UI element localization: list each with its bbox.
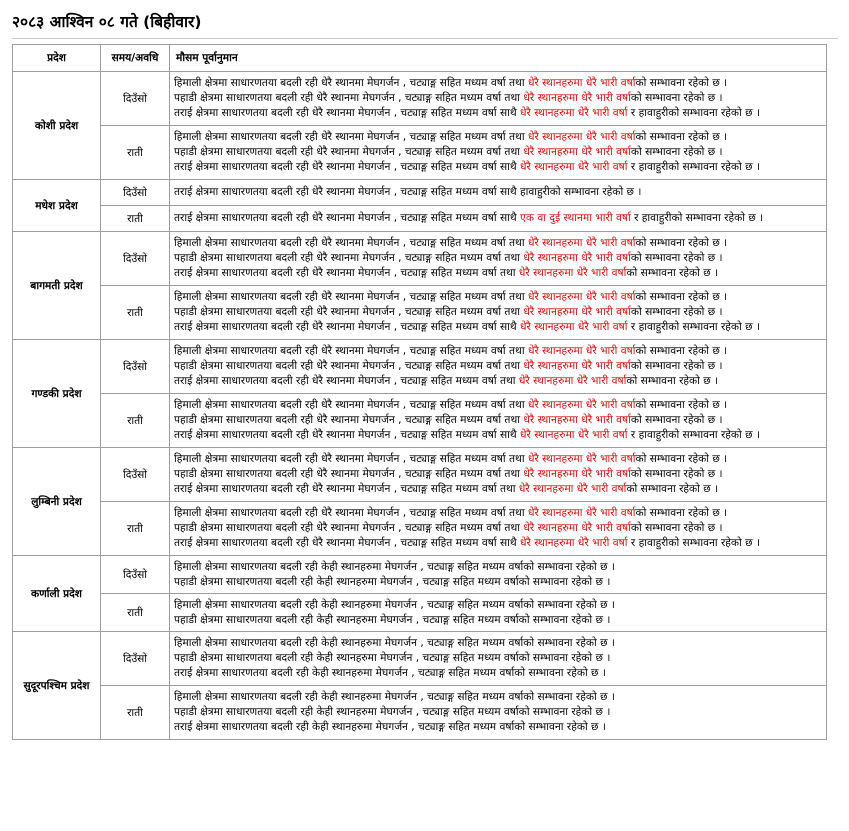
line-highlight: धेरै स्थानहरुमा धेरै भारी वर्षा: [518, 483, 627, 495]
forecast-line: [174, 145, 826, 160]
forecast-line: [174, 720, 826, 735]
time-cell: राती: [101, 126, 170, 180]
province-cell: कोशी प्रदेश: [13, 72, 101, 180]
time-cell: दिउँसो: [101, 448, 170, 502]
line-text: को सम्भावना रहेको छ ।: [630, 360, 723, 372]
line-text: को सम्भावना रहेको छ ।: [635, 131, 728, 143]
line-text: को सम्भावना रहेको छ ।: [626, 483, 719, 495]
forecast-line: [174, 76, 826, 91]
line-text: र हावाहुरीको सम्भावना रहेको छ ।: [627, 429, 760, 441]
province-cell: मधेश प्रदेश: [13, 180, 101, 232]
table-row: [13, 72, 827, 126]
table-row: [13, 340, 827, 394]
title-divider: [12, 38, 838, 39]
page-title: २०८३ आश्विन ०८ गते (बिहीवार): [12, 13, 202, 31]
column-header-time: समय/अवधि: [101, 45, 170, 72]
forecast-line: [174, 398, 826, 413]
time-cell: राती: [101, 686, 170, 740]
line-text: तराई क्षेत्रमा साधारणतया बदली रही धेरै स्थानमा मेघगर्जन , चट्याङ्ग सहित मध्यम वर्षा तथा: [174, 483, 519, 495]
line-text: हिमाली क्षेत्रमा साधारणतया बदली रही धेरै स्थानमा मेघगर्जन , चट्याङ्ग सहित मध्यम वर्षा तथा: [174, 399, 528, 411]
line-text: तराई क्षेत्रमा साधारणतया बदली रही धेरै स्थानमा मेघगर्जन , चट्याङ्ग सहित मध्यम वर्षा साथै: [174, 537, 520, 549]
forecast-line: [174, 236, 826, 251]
line-highlight: धेरै स्थानहरुमा धेरै भारी वर्षा: [523, 522, 631, 534]
forecast-line: [174, 452, 826, 467]
table-row: [13, 286, 827, 340]
line-text: पहाडी क्षेत्रमा साधारणतया बदली रही धेरै स्थानमा मेघगर्जन , चट्याङ्ग सहित मध्यम वर्षा तथा: [174, 360, 524, 372]
time-cell: दिउँसो: [101, 72, 170, 126]
forecast-line: [174, 598, 826, 613]
line-text: हिमाली क्षेत्रमा साधारणतया बदली रही धेरै स्थानमा मेघगर्जन , चट्याङ्ग सहित मध्यम वर्षा तथा: [174, 77, 528, 89]
line-text: को सम्भावना रहेको छ ।: [635, 237, 728, 249]
forecast-cell: [170, 394, 827, 448]
line-text: को सम्भावना रहेको छ ।: [626, 375, 719, 387]
line-text: र हावाहुरीको सम्भावना रहेको छ ।: [627, 107, 760, 119]
line-highlight: धेरै स्थानहरुमा धेरै भारी वर्षा: [523, 146, 631, 158]
table-row: [13, 686, 827, 740]
line-text: को सम्भावना रहेको छ ।: [630, 468, 723, 480]
line-highlight: धेरै स्थानहरुमा धेरै भारी वर्षा: [520, 107, 628, 119]
line-highlight: धेरै स्थानहरुमा धेरै भारी वर्षा: [523, 252, 631, 264]
line-text: हिमाली क्षेत्रमा साधारणतया बदली रही धेरै स्थानमा मेघगर्जन , चट्याङ्ग सहित मध्यम वर्षा तथा: [174, 507, 528, 519]
line-highlight: धेरै स्थानहरुमा धेरै भारी वर्षा: [523, 414, 631, 426]
forecast-cell: [170, 232, 827, 286]
province-cell: बागमती प्रदेश: [13, 232, 101, 340]
line-text: तराई क्षेत्रमा साधारणतया बदली रही धेरै स्थानमा मेघगर्जन , चट्याङ्ग सहित मध्यम वर्षा साथै: [174, 161, 520, 173]
line-highlight: एक वा दुई स्थानमा भारी वर्षा: [520, 212, 631, 224]
line-highlight: धेरै स्थानहरुमा धेरै भारी वर्षा: [518, 267, 627, 279]
forecast-cell: [170, 502, 827, 556]
forecast-line: [174, 636, 826, 651]
province-cell: लुम्बिनी प्रदेश: [13, 448, 101, 556]
line-text: तराई क्षेत्रमा साधारणतया बदली रही धेरै स्थानमा मेघगर्जन , चट्याङ्ग सहित मध्यम वर्षा तथा: [174, 375, 519, 387]
line-highlight: धेरै स्थानहरुमा धेरै भारी वर्षा: [527, 507, 636, 519]
line-text: पहाडी क्षेत्रमा साधारणतया बदली रही धेरै स्थानमा मेघगर्जन , चट्याङ्ग सहित मध्यम वर्षा तथा: [174, 468, 524, 480]
time-cell: दिउँसो: [101, 340, 170, 394]
forecast-line: [174, 359, 826, 374]
forecast-line: [174, 705, 826, 720]
line-highlight: धेरै स्थानहरुमा धेरै भारी वर्षा: [527, 345, 636, 357]
line-text: पहाडी क्षेत्रमा साधारणतया बदली रही धेरै स्थानमा मेघगर्जन , चट्याङ्ग सहित मध्यम वर्षा तथा: [174, 252, 524, 264]
time-cell: दिउँसो: [101, 556, 170, 594]
line-text: को सम्भावना रहेको छ ।: [630, 414, 723, 426]
table-row: [13, 556, 827, 594]
province-cell: कर्णाली प्रदेश: [13, 556, 101, 632]
line-text: को सम्भावना रहेको छ ।: [630, 92, 723, 104]
forecast-cell: [170, 72, 827, 126]
forecast-line: [174, 185, 826, 200]
table-header-row: [13, 45, 827, 72]
line-text: को सम्भावना रहेको छ ।: [630, 146, 723, 158]
line-text: पहाडी क्षेत्रमा साधारणतया बदली रही धेरै स्थानमा मेघगर्जन , चट्याङ्ग सहित मध्यम वर्षा तथा: [174, 522, 524, 534]
line-text: पहाडी क्षेत्रमा साधारणतया बदली रही धेरै स्थानमा मेघगर्जन , चट्याङ्ग सहित मध्यम वर्षा तथा: [174, 306, 524, 318]
line-highlight: धेरै स्थानहरुमा धेरै भारी वर्षा: [523, 306, 631, 318]
table-row: [13, 594, 827, 632]
line-text: हिमाली क्षेत्रमा साधारणतया बदली रही केही स्थानहरुमा मेघगर्जन , चट्याङ्ग सहित मध्यम वर्षाको सम्भावना रहेको छ ।: [174, 637, 615, 649]
forecast-cell: [170, 594, 827, 632]
province-cell: गण्डकी प्रदेश: [13, 340, 101, 448]
forecast-line: [174, 251, 826, 266]
line-highlight: धेरै स्थानहरुमा धेरै भारी वर्षा: [520, 161, 628, 173]
forecast-line: [174, 575, 826, 590]
line-text: पहाडी क्षेत्रमा साधारणतया बदली रही धेरै स्थानमा मेघगर्जन , चट्याङ्ग सहित मध्यम वर्षा तथा: [174, 92, 524, 104]
forecast-line: [174, 211, 826, 226]
forecast-cell: [170, 340, 827, 394]
forecast-table: [12, 44, 827, 740]
time-cell: दिउँसो: [101, 232, 170, 286]
forecast-cell: [170, 448, 827, 502]
time-cell: दिउँसो: [101, 180, 170, 206]
forecast-line: [174, 91, 826, 106]
line-text: हिमाली क्षेत्रमा साधारणतया बदली रही धेरै स्थानमा मेघगर्जन , चट्याङ्ग सहित मध्यम वर्षा तथा: [174, 291, 528, 303]
forecast-line: [174, 413, 826, 428]
time-cell: राती: [101, 206, 170, 232]
time-cell: राती: [101, 286, 170, 340]
line-text: को सम्भावना रहेको छ ।: [635, 399, 728, 411]
line-highlight: धेरै स्थानहरुमा धेरै भारी वर्षा: [518, 375, 627, 387]
line-text: तराई क्षेत्रमा साधारणतया बदली रही केही स्थानहरुमा मेघगर्जन , चट्याङ्ग सहित मध्यम वर्षाको सम्भावना रहेको छ ।: [174, 667, 606, 679]
forecast-line: [174, 690, 826, 705]
line-text: तराई क्षेत्रमा साधारणतया बदली रही केही स्थानहरुमा मेघगर्जन , चट्याङ्ग सहित मध्यम वर्षाको सम्भावना रहेको छ ।: [174, 721, 606, 733]
forecast-cell: [170, 180, 827, 206]
line-highlight: धेरै स्थानहरुमा धेरै भारी वर्षा: [527, 453, 636, 465]
line-text: पहाडी क्षेत्रमा साधारणतया बदली रही केही स्थानहरुमा मेघगर्जन , चट्याङ्ग सहित मध्यम वर्षाको सम्भावना रहेको छ ।: [174, 575, 611, 588]
forecast-cell: [170, 632, 827, 686]
table-row: [13, 632, 827, 686]
forecast-line: [174, 374, 826, 389]
table-row: [13, 448, 827, 502]
forecast-line: [174, 560, 826, 575]
forecast-cell: [170, 206, 827, 232]
line-text: तराई क्षेत्रमा साधारणतया बदली रही धेरै स्थानमा मेघगर्जन , चट्याङ्ग सहित मध्यम वर्षा तथा: [174, 267, 519, 279]
line-text: हिमाली क्षेत्रमा साधारणतया बदली रही केही स्थानहरुमा मेघगर्जन , चट्याङ्ग सहित मध्यम वर्षाको सम्भावना रहेको छ ।: [174, 691, 615, 703]
line-text: को सम्भावना रहेको छ ।: [630, 522, 723, 534]
forecast-cell: [170, 286, 827, 340]
line-highlight: धेरै स्थानहरुमा धेरै भारी वर्षा: [527, 131, 636, 143]
forecast-line: [174, 428, 826, 443]
time-cell: राती: [101, 502, 170, 556]
table-row: [13, 502, 827, 556]
time-cell: राती: [101, 394, 170, 448]
forecast-line: [174, 290, 826, 305]
forecast-cell: [170, 556, 827, 594]
line-highlight: धेरै स्थानहरुमा धेरै भारी वर्षा: [520, 537, 628, 549]
forecast-line: [174, 320, 826, 335]
line-text: को सम्भावना रहेको छ ।: [635, 507, 728, 519]
line-text: तराई क्षेत्रमा साधारणतया बदली रही धेरै स्थानमा मेघगर्जन , चट्याङ्ग सहित मध्यम वर्षा साथै: [174, 212, 520, 224]
line-text: हिमाली क्षेत्रमा साधारणतया बदली रही केही स्थानहरुमा मेघगर्जन , चट्याङ्ग सहित मध्यम वर्षाको सम्भावना रहेको छ ।: [174, 598, 615, 611]
line-text: पहाडी क्षेत्रमा साधारणतया बदली रही धेरै स्थानमा मेघगर्जन , चट्याङ्ग सहित मध्यम वर्षा तथा: [174, 414, 524, 426]
forecast-line: [174, 521, 826, 536]
line-text: हिमाली क्षेत्रमा साधारणतया बदली रही धेरै स्थानमा मेघगर्जन , चट्याङ्ग सहित मध्यम वर्षा तथा: [174, 131, 528, 143]
line-text: हिमाली क्षेत्रमा साधारणतया बदली रही धेरै स्थानमा मेघगर्जन , चट्याङ्ग सहित मध्यम वर्षा तथा: [174, 237, 528, 249]
line-text: तराई क्षेत्रमा साधारणतया बदली रही धेरै स्थानमा मेघगर्जन , चट्याङ्ग सहित मध्यम वर्षा साथै: [174, 107, 520, 119]
forecast-cell: [170, 686, 827, 740]
forecast-line: [174, 482, 826, 497]
line-text: को सम्भावना रहेको छ ।: [630, 306, 723, 318]
table-row: [13, 180, 827, 206]
line-highlight: धेरै स्थानहरुमा धेरै भारी वर्षा: [527, 77, 636, 89]
line-text: को सम्भावना रहेको छ ।: [626, 267, 719, 279]
table-row: [13, 126, 827, 180]
forecast-line: [174, 467, 826, 482]
column-header-forecast: मौसम पूर्वानुमान: [170, 45, 827, 72]
line-highlight: धेरै स्थानहरुमा धेरै भारी वर्षा: [527, 399, 636, 411]
line-highlight: धेरै स्थानहरुमा धेरै भारी वर्षा: [523, 92, 631, 104]
line-text: पहाडी क्षेत्रमा साधारणतया बदली रही केही स्थानहरुमा मेघगर्जन , चट्याङ्ग सहित मध्यम वर्षाको सम्भावना रहेको छ ।: [174, 706, 611, 718]
line-text: र हावाहुरीको सम्भावना रहेको छ ।: [630, 212, 764, 224]
line-highlight: धेरै स्थानहरुमा धेरै भारी वर्षा: [523, 360, 631, 372]
line-text: को सम्भावना रहेको छ ।: [635, 77, 728, 89]
line-highlight: धेरै स्थानहरुमा धेरै भारी वर्षा: [527, 291, 636, 303]
line-text: र हावाहुरीको सम्भावना रहेको छ ।: [627, 161, 760, 173]
forecast-cell: [170, 126, 827, 180]
line-text: हिमाली क्षेत्रमा साधारणतया बदली रही धेरै स्थानमा मेघगर्जन , चट्याङ्ग सहित मध्यम वर्षा तथा: [174, 345, 528, 357]
line-text: पहाडी क्षेत्रमा साधारणतया बदली रही धेरै स्थानमा मेघगर्जन , चट्याङ्ग सहित मध्यम वर्षा तथा: [174, 146, 524, 158]
line-text: तराई क्षेत्रमा साधारणतया बदली रही धेरै स्थानमा मेघगर्जन , चट्याङ्ग सहित मध्यम वर्षा साथै हावाहुरीको सम्भावना रहेको छ ।: [174, 186, 642, 198]
forecast-line: [174, 344, 826, 359]
forecast-line: [174, 160, 826, 175]
forecast-line: [174, 536, 826, 551]
line-text: पहाडी क्षेत्रमा साधारणतया बदली रही केही स्थानहरुमा मेघगर्जन , चट्याङ्ग सहित मध्यम वर्षाको सम्भावना रहेको छ ।: [174, 613, 611, 626]
line-highlight: धेरै स्थानहरुमा धेरै भारी वर्षा: [520, 429, 628, 441]
line-text: पहाडी क्षेत्रमा साधारणतया बदली रही केही स्थानहरुमा मेघगर्जन , चट्याङ्ग सहित मध्यम वर्षाको सम्भावना रहेको छ ।: [174, 652, 611, 664]
line-text: को सम्भावना रहेको छ ।: [630, 252, 723, 264]
table-row: [13, 232, 827, 286]
forecast-line: [174, 130, 826, 145]
line-text: को सम्भावना रहेको छ ।: [635, 453, 728, 465]
forecast-line: [174, 106, 826, 121]
forecast-line: [174, 651, 826, 666]
forecast-line: [174, 305, 826, 320]
line-highlight: धेरै स्थानहरुमा धेरै भारी वर्षा: [520, 321, 628, 333]
table-row: [13, 394, 827, 448]
time-cell: राती: [101, 594, 170, 632]
forecast-line: [174, 613, 826, 628]
line-text: को सम्भावना रहेको छ ।: [635, 345, 728, 357]
time-cell: दिउँसो: [101, 632, 170, 686]
line-text: र हावाहुरीको सम्भावना रहेको छ ।: [627, 537, 760, 549]
column-header-province: प्रदेश: [13, 45, 101, 72]
line-text: को सम्भावना रहेको छ ।: [635, 291, 728, 303]
forecast-line: [174, 506, 826, 521]
province-cell: सुदूरपश्चिम प्रदेश: [13, 632, 101, 740]
line-text: हिमाली क्षेत्रमा साधारणतया बदली रही केही स्थानहरुमा मेघगर्जन , चट्याङ्ग सहित मध्यम वर्षाको सम्भावना रहेको छ ।: [174, 560, 615, 573]
line-highlight: धेरै स्थानहरुमा धेरै भारी वर्षा: [523, 468, 631, 480]
forecast-line: [174, 266, 826, 281]
line-text: र हावाहुरीको सम्भावना रहेको छ ।: [627, 321, 760, 333]
table-row: [13, 206, 827, 232]
forecast-line: [174, 666, 826, 681]
line-highlight: धेरै स्थानहरुमा धेरै भारी वर्षा: [527, 237, 636, 249]
line-text: तराई क्षेत्रमा साधारणतया बदली रही धेरै स्थानमा मेघगर्जन , चट्याङ्ग सहित मध्यम वर्षा साथै: [174, 321, 520, 333]
line-text: हिमाली क्षेत्रमा साधारणतया बदली रही धेरै स्थानमा मेघगर्जन , चट्याङ्ग सहित मध्यम वर्षा तथा: [174, 453, 528, 465]
line-text: तराई क्षेत्रमा साधारणतया बदली रही धेरै स्थानमा मेघगर्जन , चट्याङ्ग सहित मध्यम वर्षा साथै: [174, 429, 520, 441]
